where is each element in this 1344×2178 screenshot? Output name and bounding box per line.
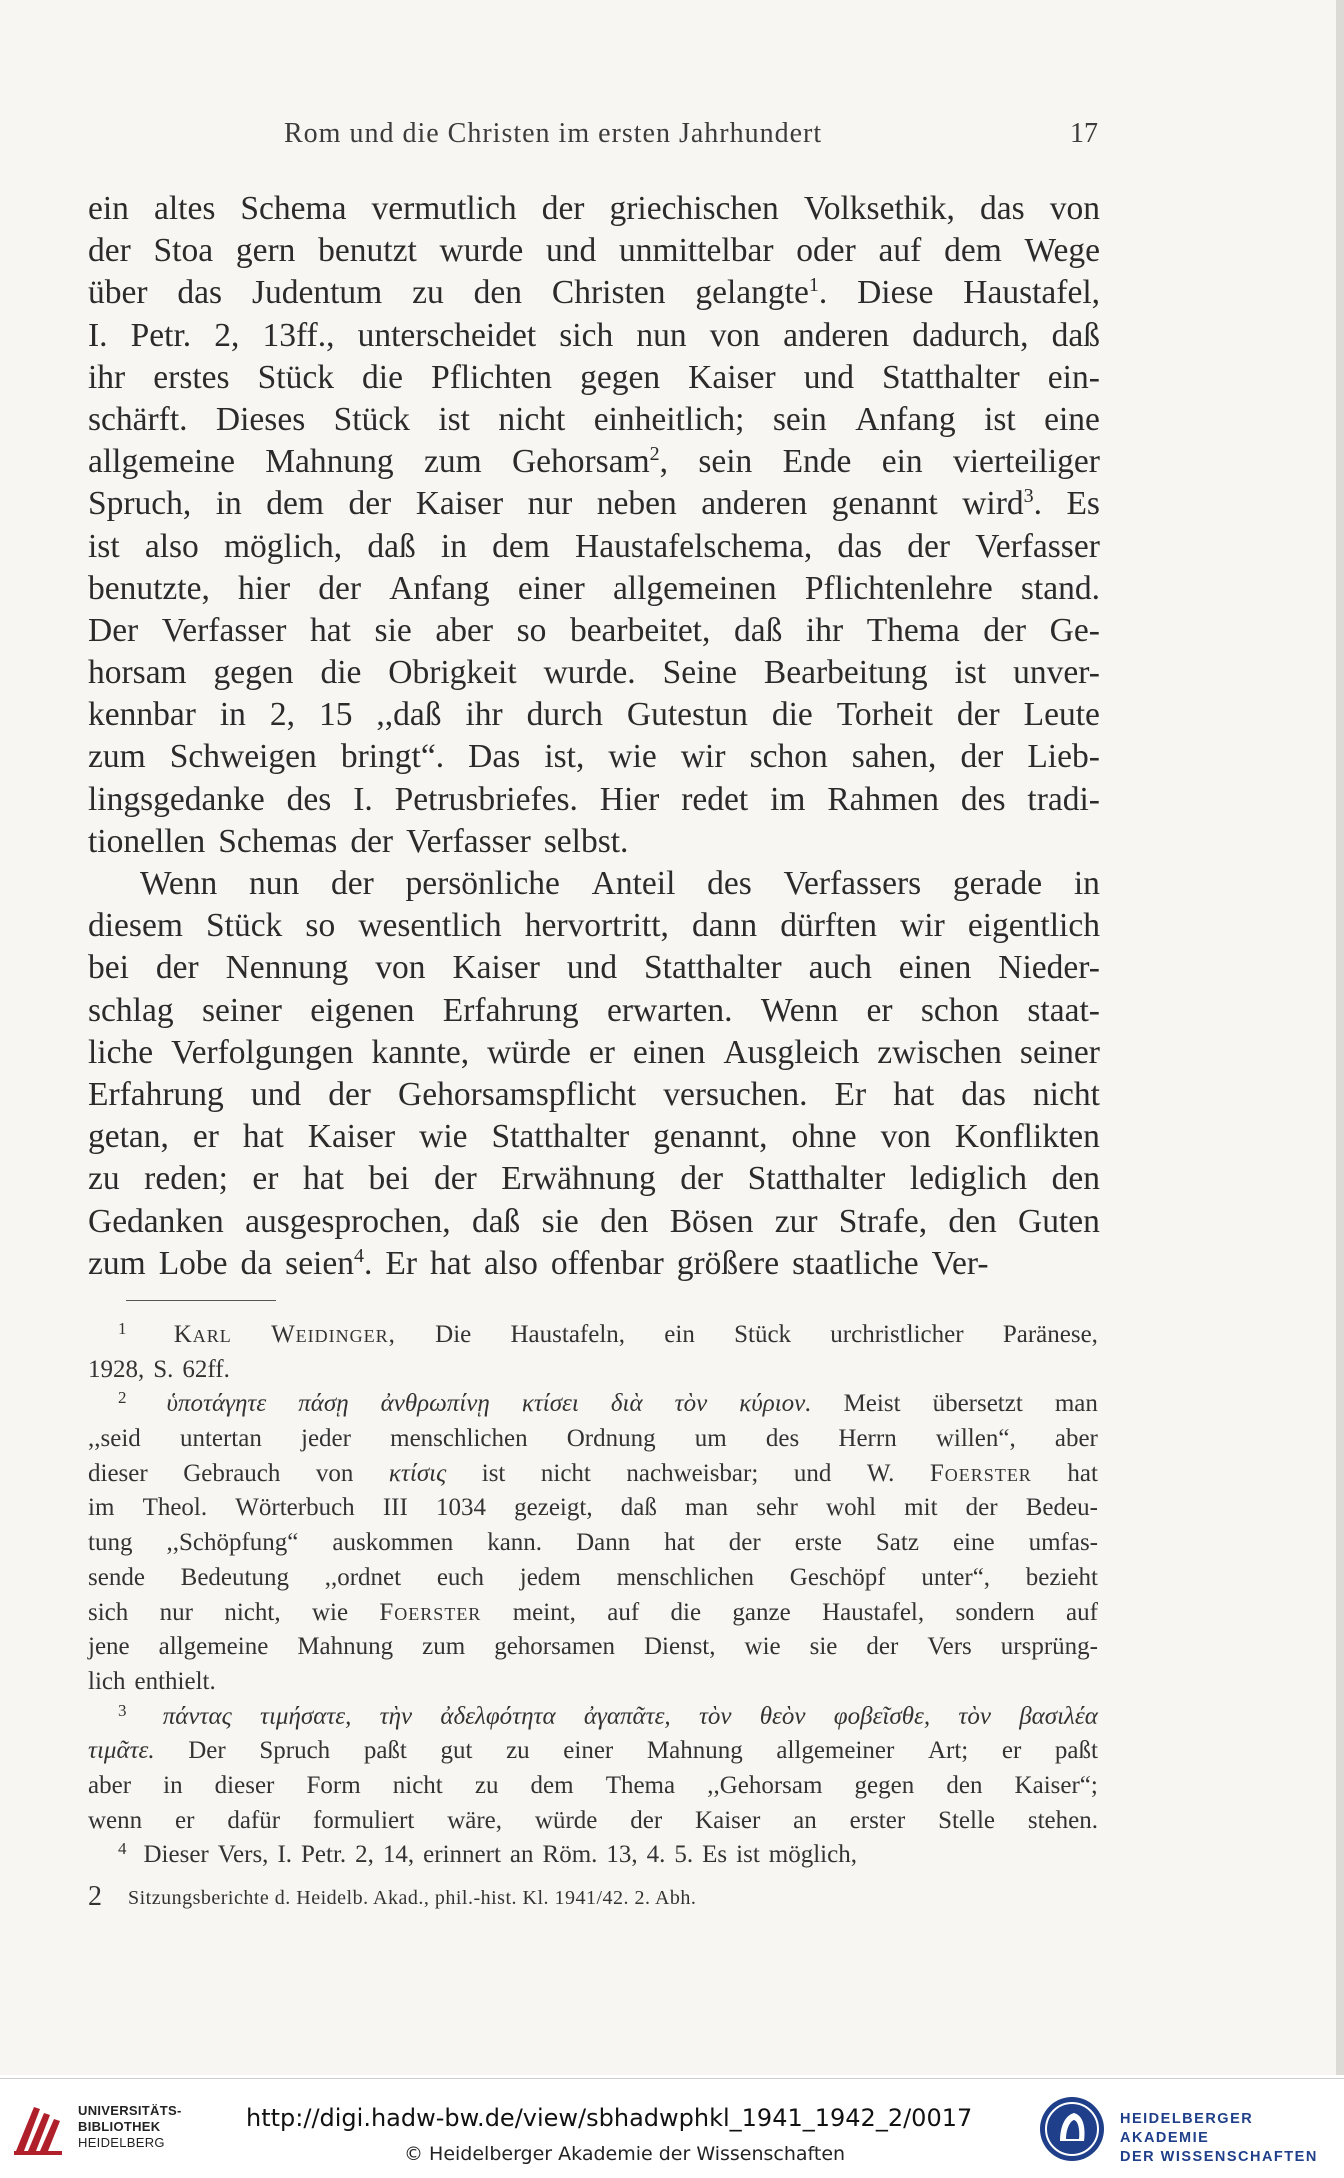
- footnote-line: tung ,,Schöpfung“ auskommen kann. Dann hat der erste Satz eine umfas-: [88, 1529, 1098, 1557]
- printer-signature: [88, 1881, 1088, 1915]
- body-line: ihr erstes Stück die Pflichten gegen Kaiser und Statthalter ein-: [88, 358, 1100, 396]
- body-line: lingsgedanke des I. Petrusbriefes. Hier redet im Rahmen des tradi-: [88, 780, 1100, 818]
- footnote-line: aber in dieser Form nicht zu dem Thema ,,Gehorsam gegen den Kaiser“;: [88, 1771, 1098, 1799]
- body-line: Wenn nun der persönliche Anteil des Verfassers gerade in: [140, 865, 1100, 902]
- body-line: ein altes Schema vermutlich der griechischen Volksethik, das von: [88, 190, 1100, 227]
- footnote-line: sende Bedeutung ,,ordnet euch jedem menschlichen Geschöpf unter“, bezieht: [88, 1563, 1098, 1591]
- copyright-notice: © Heidelberger Akademie der Wissenschaften: [404, 2143, 846, 2165]
- footnote-line: dieser Gebrauch von κτίσις ist nicht nachweisbar; und W. Foerster hat: [88, 1459, 1098, 1487]
- footnote-line: 1928, S. 62ff.: [88, 1355, 230, 1383]
- page-number: 17: [1070, 118, 1098, 149]
- permalink-url[interactable]: http://digi.hadw-bw.de/view/sbhadwphkl_1941_1942_2/0017: [246, 2104, 973, 2132]
- body-line: zum Lobe da seien$^4$. Er hat also offenbar größere staatliche Ver-: [88, 1244, 989, 1282]
- body-line: zum Schweigen bringt“. Das ist, wie wir schon sahen, der Lieb-: [88, 738, 1100, 776]
- library-line-1: UNIVERSITÄTS-: [78, 2103, 182, 2118]
- body-line: Spruch, in dem der Kaiser nur neben anderen genannt wird$^3$. Es: [88, 485, 1100, 523]
- body-line: liche Verfolgungen kannte, würde er einen Ausgleich zwischen seiner: [88, 1033, 1100, 1071]
- body-line: kennbar in 2, 15 ,,daß ihr durch Gutestun die Torheit der Leute: [88, 696, 1100, 734]
- academy-line-2: DER WISSENSCHAFTEN: [1120, 2149, 1318, 2165]
- footnote-line: $^3$ πάντας τιμήσατε, τὴν ἀδελφότητα ἀγαπᾶτε, τὸν θεὸν φοβεῖσθε, τὸν βασιλέα: [118, 1700, 1098, 1730]
- footnote-line: im Theol. Wörterbuch III 1034 gezeigt, daß man sehr wohl mit der Bedeu-: [88, 1494, 1098, 1522]
- body-line: über das Judentum zu den Christen gelangte$^1$. Diese Haustafel,: [88, 274, 1100, 312]
- footnote-line: sich nur nicht, wie Foerster meint, auf die ganze Haustafel, sondern auf: [88, 1598, 1098, 1626]
- body-line: Gedanken ausgesprochen, daß sie den Bösen zur Strafe, den Guten: [88, 1202, 1100, 1240]
- body-line: tionellen Schemas der Verfasser selbst.: [88, 822, 629, 860]
- body-line: zu reden; er hat bei der Erwähnung der Statthalter lediglich den: [88, 1160, 1100, 1198]
- footnote-line: jene allgemeine Mahnung zum gehorsamen Dienst, wie sie der Vers ursprüng-: [88, 1633, 1098, 1661]
- academy-line-1: HEIDELBERGER AKADEMIE: [1120, 2111, 1254, 2146]
- footnote-line: $^4$ Dieser Vers, I. Petr. 2, 14, erinnert an Röm. 13, 4. 5. Es ist möglich,: [118, 1839, 857, 1869]
- academy-seal-icon: [1038, 2095, 1106, 2163]
- university-library-name: [78, 2103, 198, 2151]
- library-line-2: BIBLIOTHEK: [78, 2119, 161, 2134]
- body-line: schärft. Dieses Stück ist nicht einheitlich; sein Anfang ist eine: [88, 400, 1100, 438]
- body-line: Der Verfasser hat sie aber so bearbeitet, daß ihr Thema der Ge-: [88, 611, 1100, 649]
- academy-name: [1120, 2110, 1340, 2167]
- page-edge-shadow: [1336, 0, 1344, 2075]
- footnote-line: wenn er dafür formuliert wäre, würde der Kaiser an erster Stelle stehen.: [88, 1806, 1098, 1834]
- footnote-line: τιμᾶτε. Der Spruch paßt gut zu einer Mahnung allgemeiner Art; er paßt: [88, 1737, 1098, 1765]
- body-line: bei der Nennung von Kaiser und Statthalter auch einen Nieder-: [88, 949, 1100, 987]
- body-line: getan, er hat Kaiser wie Statthalter genannt, ohne von Konflikten: [88, 1118, 1100, 1156]
- university-library-logo-icon: [10, 2099, 66, 2157]
- footnote-line: lich enthielt.: [88, 1667, 216, 1695]
- body-line: allgemeine Mahnung zum Gehorsam$^2$, sein Ende ein vierteiliger: [88, 443, 1100, 481]
- footnote-line: $^1$ Karl Weidinger, Die Haustafeln, ein Stück urchristlicher Paränese,: [118, 1319, 1098, 1348]
- library-line-3: HEIDELBERG: [78, 2135, 165, 2150]
- body-text: [88, 188, 1100, 1285]
- body-line: Erfahrung und der Gehorsamspflicht versuchen. Er hat das nicht: [88, 1075, 1100, 1113]
- signature-text: Sitzungsberichte d. Heidelb. Akad., phil.-hist. Kl. 1941/42. 2. Abh.: [128, 1887, 697, 1909]
- footnote-line: $^2$ ὑποτάγητε πάσῃ ἀνθρωπίνῃ κτίσει διὰ τὸν κύριον. Meist übersetzt man: [118, 1388, 1098, 1418]
- footer-bar: [0, 2078, 1344, 2178]
- footnotes: [88, 1318, 1098, 1873]
- footnote-separator: [126, 1300, 276, 1301]
- body-line: horsam gegen die Obrigkeit wurde. Seine Bearbeitung ist unver-: [88, 654, 1100, 692]
- running-head: [88, 118, 1098, 154]
- body-line: der Stoa gern benutzt wurde und unmittelbar oder auf dem Wege: [88, 232, 1100, 270]
- signature-number: 2: [88, 1881, 102, 1912]
- running-head-title: Rom und die Christen im ersten Jahrhundert: [284, 118, 823, 149]
- body-line: benutzte, hier der Anfang einer allgemeinen Pflichtenlehre stand.: [88, 569, 1100, 607]
- footnote-line: ,,seid untertan jeder menschlichen Ordnung um des Herrn willen“, aber: [88, 1425, 1098, 1453]
- body-line: schlag seiner eigenen Erfahrung erwarten. Wenn er schon staat-: [88, 991, 1100, 1029]
- body-line: I. Petr. 2, 13ff., unterscheidet sich nun von anderen dadurch, daß: [88, 316, 1100, 354]
- body-line: ist also möglich, daß in dem Haustafelschema, das der Verfasser: [88, 527, 1100, 565]
- body-line: diesem Stück so wesentlich hervortritt, dann dürften wir eigentlich: [88, 907, 1100, 945]
